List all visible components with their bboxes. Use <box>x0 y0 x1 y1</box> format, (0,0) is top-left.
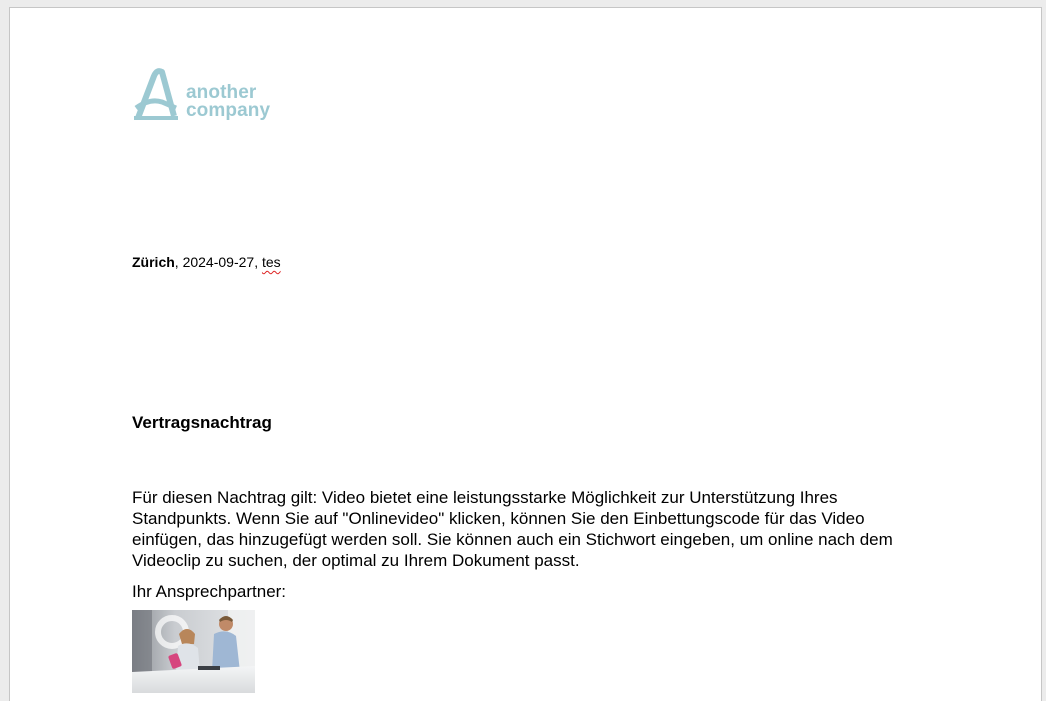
dateline-separator-2: , <box>254 254 262 270</box>
dateline-date: 2024-09-27 <box>182 254 255 270</box>
dateline-author[interactable]: tes <box>261 254 281 270</box>
contact-person-photo[interactable] <box>132 610 255 693</box>
logo-line-2: company <box>186 100 271 121</box>
dateline <box>132 254 281 270</box>
photo-image <box>132 610 255 693</box>
company-logo <box>132 68 282 126</box>
document-title: Vertragsnachtrag <box>132 413 272 432</box>
logo-wordmark <box>186 84 270 120</box>
logo-line-1: another <box>186 82 257 103</box>
logo-a-icon <box>132 68 182 120</box>
dateline-city: Zürich <box>132 254 175 270</box>
contact-label: Ihr Ansprechpartner: <box>132 582 287 601</box>
dateline-separator-1: , <box>174 254 183 270</box>
body-paragraph: Für diesen Nachtrag gilt: Video bietet eine leistungsstarke Möglichkeit zur Unterstützung Ihres Standpunkts. Wenn Sie auf "Onlinevideo" klicken, können Sie den Einbettungscode für das Video einfügen, das hinzugefügt werden soll. Sie können auch ein Stichwort eingeben, um online nach dem Videoclip zu suchen, der optimal zu Ihrem Dokument passt. <box>132 488 893 570</box>
document-page[interactable] <box>9 7 1042 701</box>
